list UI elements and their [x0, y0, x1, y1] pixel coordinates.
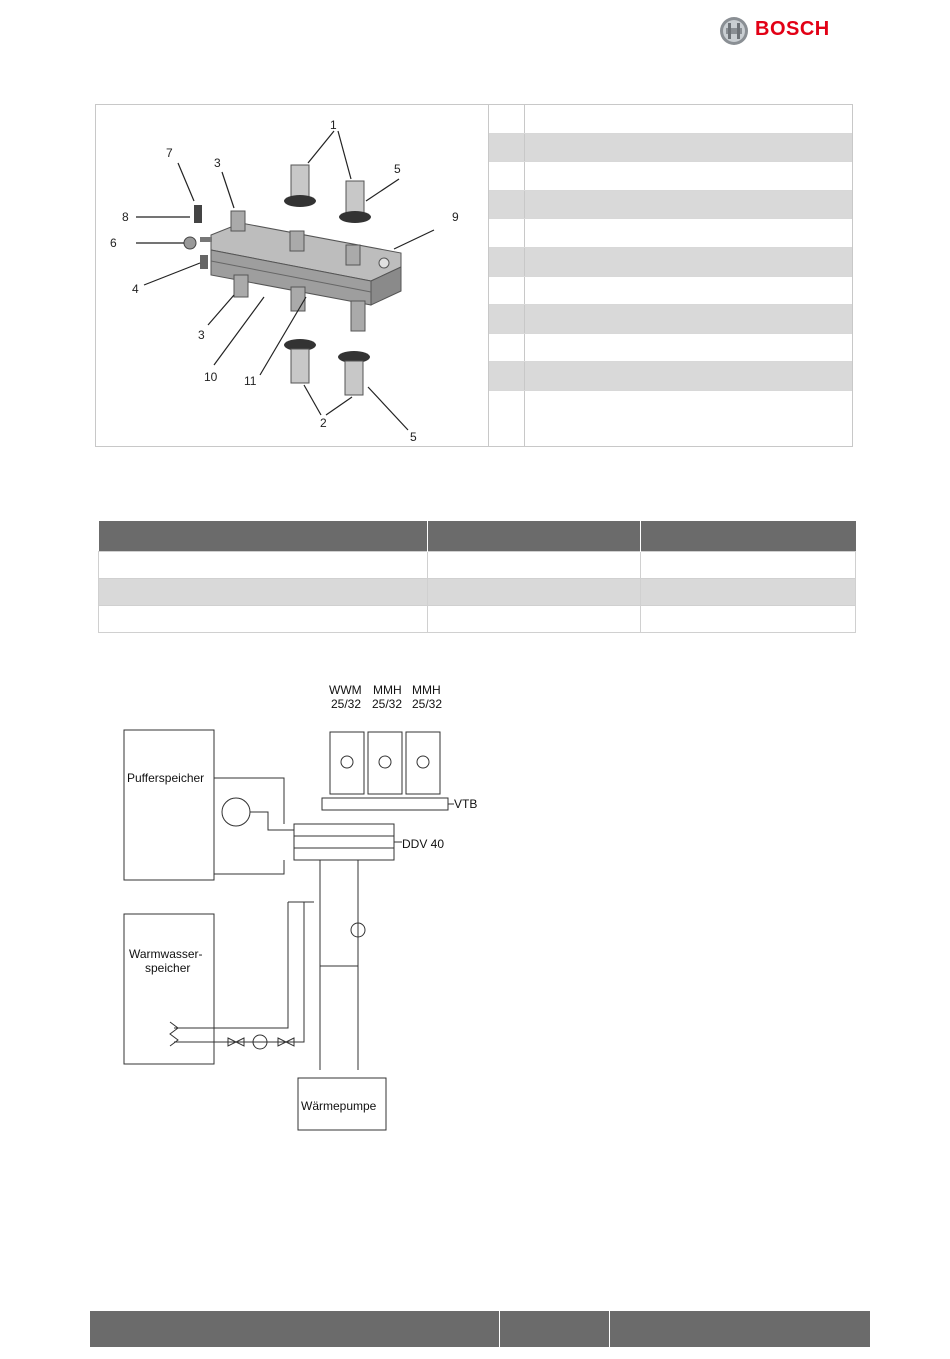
legend-table [489, 105, 852, 447]
manifold-drawing [96, 105, 489, 446]
module-label: MMH [373, 683, 402, 697]
module-label: MMH [412, 683, 441, 697]
footer-cell [500, 1311, 610, 1347]
buffer-tank [124, 730, 214, 880]
callout-label: 3 [214, 156, 221, 170]
module-label: 25/32 [412, 697, 443, 711]
table-header-cell [428, 521, 641, 552]
callout-label: 1 [330, 118, 337, 132]
dhw-label: Warmwasser- [129, 947, 203, 961]
module-label: 25/32 [331, 697, 362, 711]
callout-label: 5 [410, 430, 417, 444]
manifold-illustration [96, 105, 488, 446]
legend-row [489, 248, 852, 277]
bosch-armature-icon [718, 15, 750, 47]
table-row [99, 606, 856, 633]
ddv-manifold [294, 824, 394, 860]
callout-label: 3 [198, 328, 205, 342]
callout-label: 10 [204, 370, 218, 384]
table-row [99, 579, 856, 606]
legend-row [489, 391, 852, 447]
callout-label: 4 [132, 282, 139, 296]
brand-name: BOSCH [755, 18, 830, 40]
callout-label: 5 [394, 162, 401, 176]
pump-module [330, 732, 364, 794]
pump-module [406, 732, 440, 794]
callout-label: 8 [122, 210, 129, 224]
footer-cell [610, 1311, 870, 1347]
table-header-cell [99, 521, 428, 552]
dhw-label: speicher [145, 961, 191, 975]
legend-row [489, 105, 852, 134]
callout-label: 9 [452, 210, 459, 224]
table-row [99, 552, 856, 579]
legend-row [489, 191, 852, 220]
schematic-drawing [108, 680, 508, 1140]
expansion-vessel [222, 798, 250, 826]
ddv-label: DDV 40 [402, 837, 445, 851]
callout-label: 2 [320, 416, 327, 430]
heatpump-label: Wärmepumpe [301, 1099, 377, 1113]
callout-label: 7 [166, 146, 173, 160]
legend-row [489, 334, 852, 363]
legend-row [489, 162, 852, 191]
data-table [98, 521, 856, 633]
brand-logo [718, 15, 838, 47]
buffer-label: Pufferspeicher [127, 771, 205, 785]
legend-row [489, 134, 852, 163]
module-label: 25/32 [372, 697, 403, 711]
legend-row [489, 305, 852, 334]
vtb-label: VTB [454, 797, 478, 811]
vtb-distributor [322, 798, 448, 810]
footer-bar [90, 1311, 870, 1347]
legend-row [489, 277, 852, 306]
table-header-row [99, 521, 856, 552]
module-label: WWM [329, 683, 362, 697]
legend-row [489, 362, 852, 391]
footer-cell [90, 1311, 500, 1347]
pump-module [368, 732, 402, 794]
component-figure [95, 104, 853, 447]
hydraulic-schematic [108, 680, 508, 1140]
callout-label: 6 [110, 236, 117, 250]
legend-row [489, 219, 852, 248]
table-header-cell [641, 521, 856, 552]
callout-label: 11 [244, 374, 257, 388]
